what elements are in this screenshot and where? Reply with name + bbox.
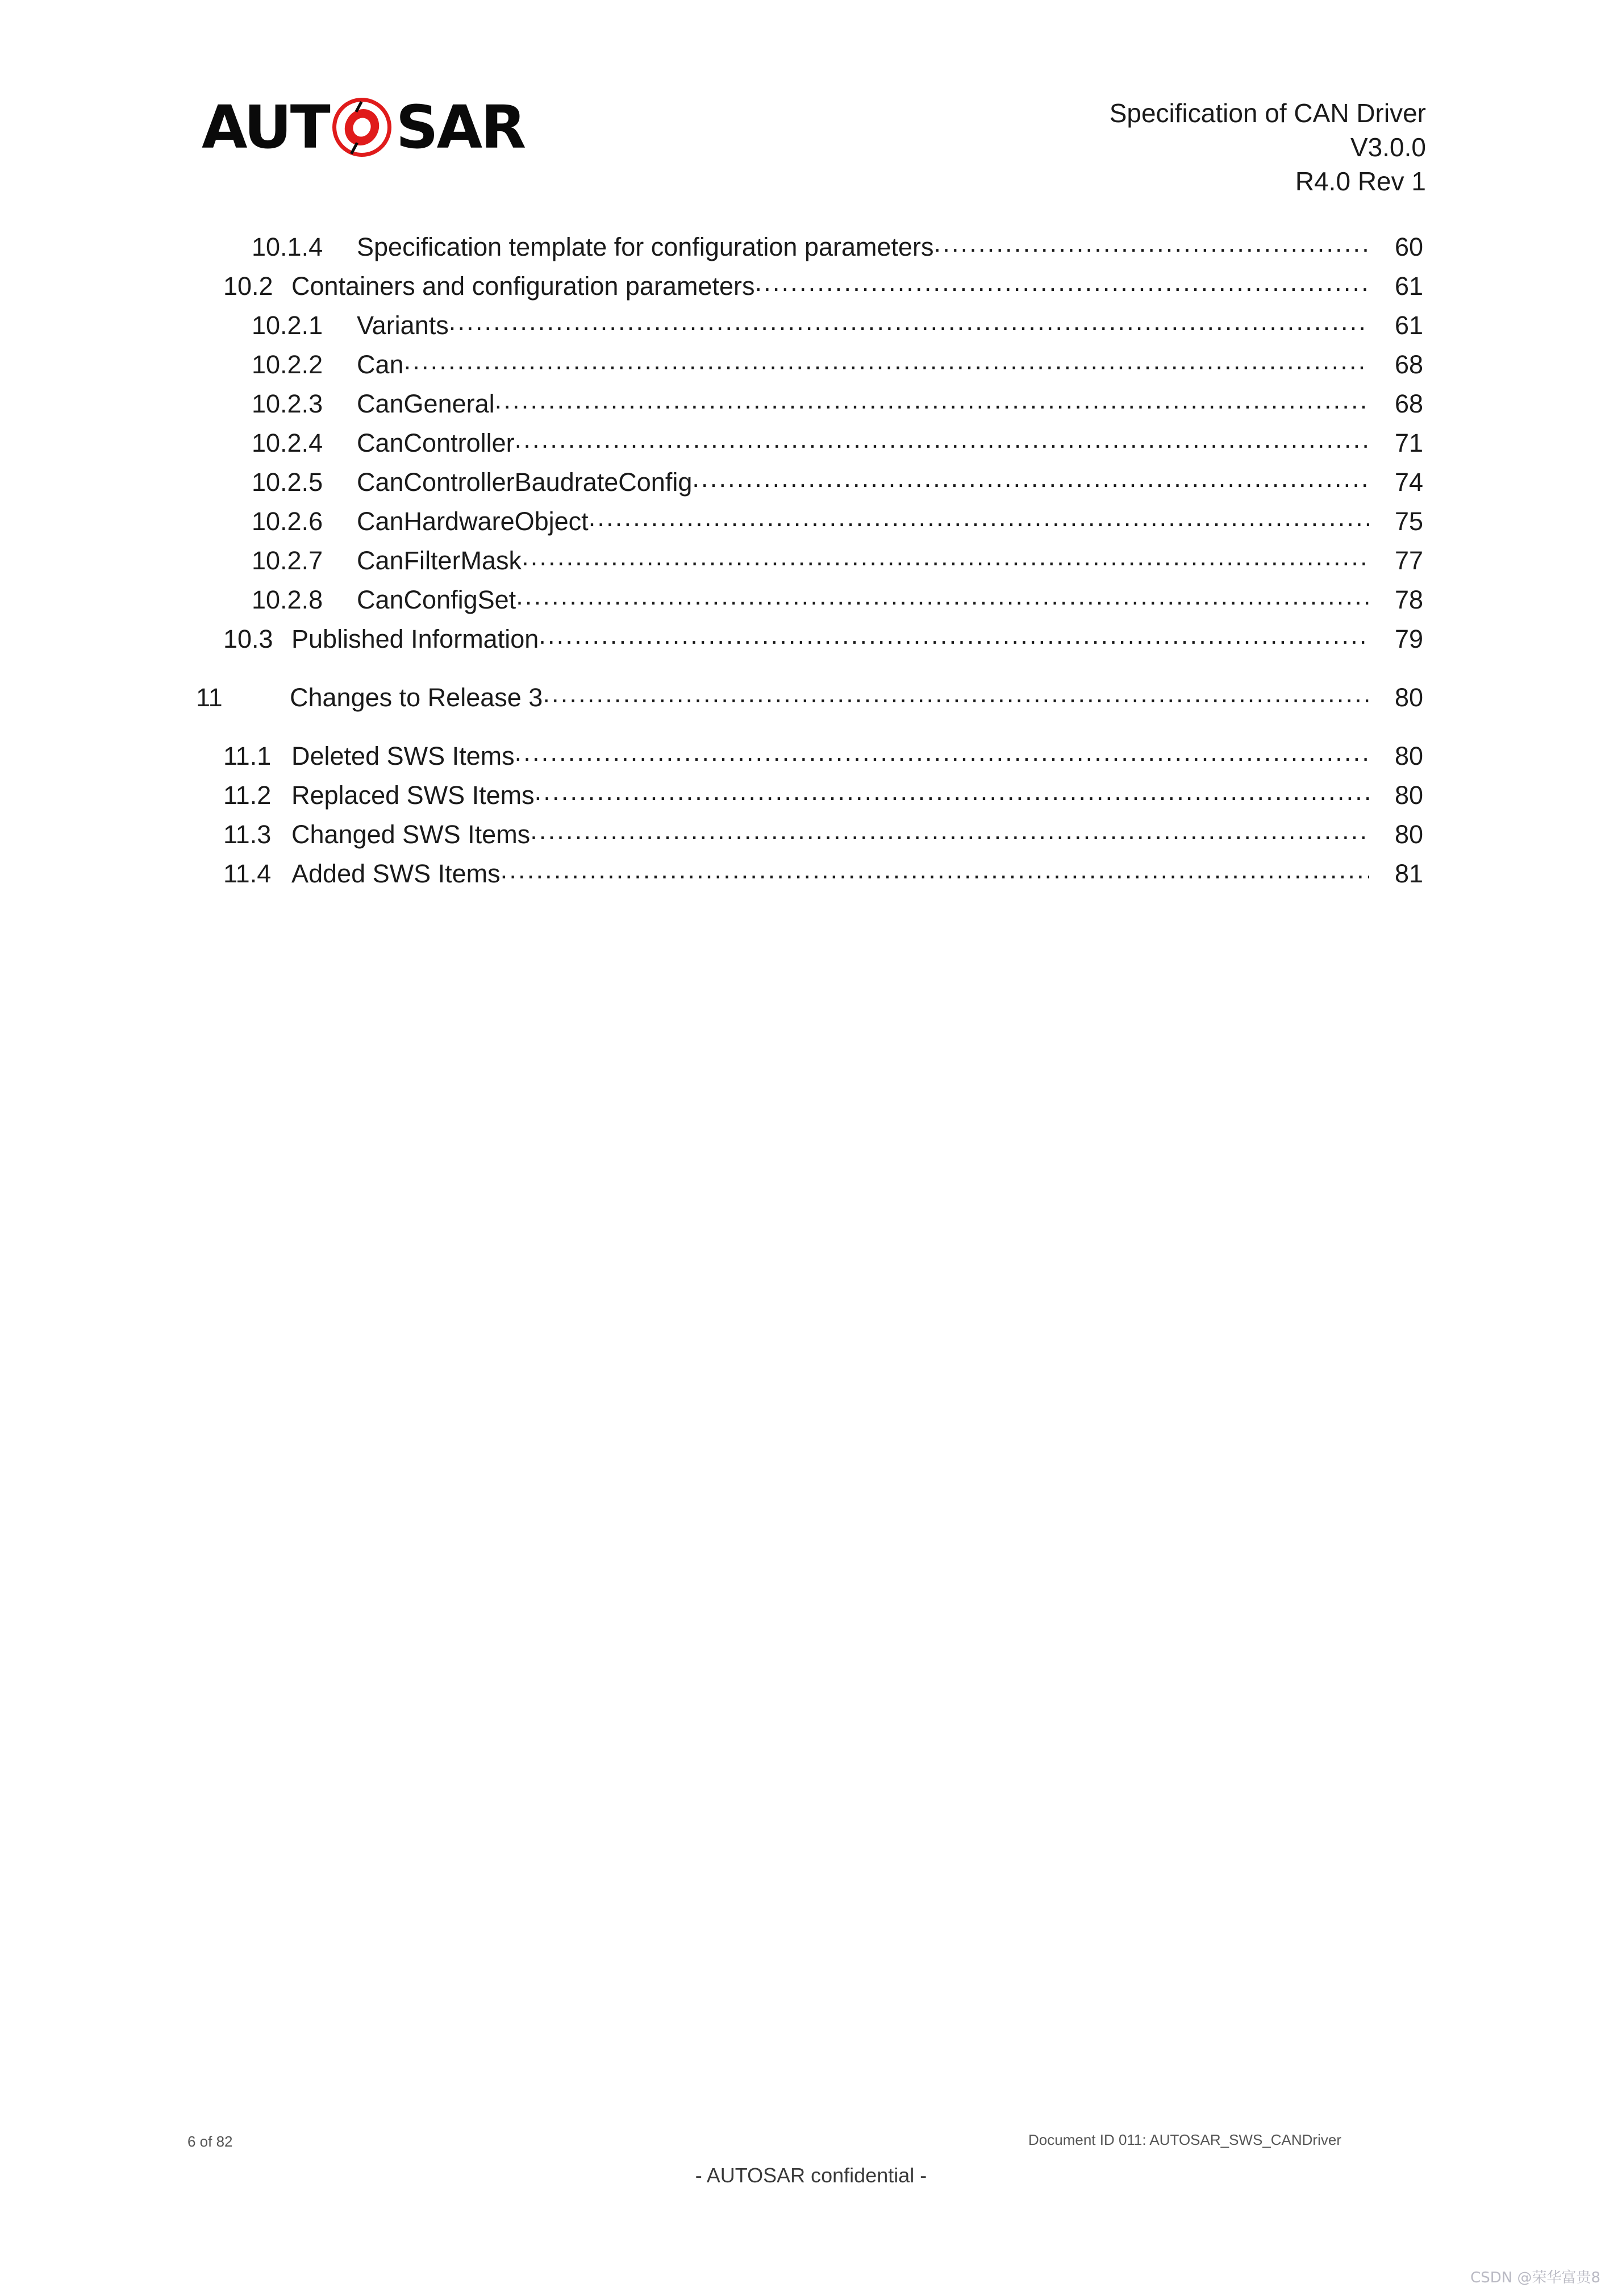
toc-entry-number: 10.2.4	[252, 428, 323, 457]
toc-entry-label: Containers and configuration parameters	[291, 272, 755, 301]
toc-dot-leader	[692, 465, 1369, 491]
toc-dot-leader	[934, 230, 1369, 256]
toc-dot-leader	[543, 681, 1369, 706]
toc-entry-number: 10.2.5	[252, 468, 323, 497]
toc-entry-number: 10.2	[223, 272, 273, 301]
toc-dot-leader	[589, 505, 1369, 530]
toc-entry-label: CanController	[357, 428, 515, 457]
toc-dot-leader	[522, 544, 1369, 569]
toc-dot-leader	[530, 818, 1369, 843]
toc-dot-leader	[535, 778, 1369, 804]
toc-entry-number: 10.2.1	[252, 311, 323, 340]
toc-entry[interactable]	[0, 426, 1622, 465]
toc-entry-label: Changes to Release 3	[290, 683, 543, 712]
toc-dot-leader	[501, 857, 1369, 882]
toc-dot-leader	[539, 622, 1369, 648]
toc-entry-page-number: 80	[1394, 781, 1423, 810]
toc-entry-label: CanConfigSet	[357, 585, 516, 614]
toc-dot-leader	[404, 348, 1369, 373]
toc-entry-page-number: 79	[1394, 624, 1423, 653]
document-release: R4.0 Rev 1	[1295, 166, 1426, 196]
autosar-logo	[202, 93, 525, 162]
toc-entry-page-number: 74	[1394, 468, 1423, 497]
toc-entry[interactable]	[0, 622, 1622, 661]
document-title-block	[1110, 97, 1426, 198]
toc-entry[interactable]	[0, 544, 1622, 583]
toc-entry-page-number: 68	[1394, 389, 1423, 418]
toc-entry[interactable]	[0, 681, 1622, 720]
toc-entry-number: 10.2.8	[252, 585, 323, 614]
document-version: V3.0.0	[1350, 132, 1426, 162]
logo-text-after: SAR	[395, 93, 525, 162]
toc-entry[interactable]	[0, 778, 1622, 818]
toc-dot-leader	[515, 426, 1369, 452]
toc-entry-label: Added SWS Items	[291, 859, 501, 888]
toc-entry-page-number: 71	[1394, 428, 1423, 457]
toc-entry[interactable]	[0, 269, 1622, 309]
toc-entry-number: 11.1	[223, 741, 272, 770]
toc-dot-leader	[449, 309, 1369, 334]
csdn-watermark: CSDN @荣华富贵8	[1470, 2269, 1600, 2286]
toc-entry-number: 11.4	[223, 859, 272, 888]
footer-document-id: Document ID 011: AUTOSAR_SWS_CANDriver	[1028, 2131, 1341, 2148]
page-footer	[0, 2131, 1622, 2296]
page-header	[0, 0, 1622, 222]
toc-entry-number: 11.2	[223, 781, 272, 810]
toc-entry-label: CanHardwareObject	[357, 507, 589, 536]
toc-entry-label: Deleted SWS Items	[291, 741, 515, 770]
logo-circled-o-icon	[329, 95, 396, 159]
toc-entry-label: Specification template for configuration parameters	[357, 232, 934, 261]
toc-entry-number: 11	[196, 683, 223, 712]
table-of-contents	[0, 230, 1622, 896]
toc-entry-page-number: 61	[1394, 272, 1423, 301]
toc-entry-page-number: 75	[1394, 507, 1423, 536]
logo-text-before: AUT	[202, 93, 329, 162]
toc-entry-page-number: 61	[1394, 311, 1423, 340]
toc-entry-number: 10.1.4	[252, 232, 323, 261]
toc-entry-page-number: 80	[1394, 683, 1423, 712]
document-title: Specification of CAN Driver	[1109, 98, 1426, 128]
toc-entry-number: 10.2.7	[252, 546, 323, 575]
toc-entry[interactable]	[0, 387, 1622, 426]
toc-entry[interactable]	[0, 505, 1622, 544]
toc-entry-number: 10.3	[223, 624, 273, 653]
toc-entry-number: 11.3	[223, 820, 272, 849]
toc-entry-label: Changed SWS Items	[291, 820, 531, 849]
toc-entry-page-number: 78	[1394, 585, 1423, 614]
toc-entry-number: 10.2.3	[252, 389, 323, 418]
toc-entry-label: CanFilterMask	[357, 546, 522, 575]
toc-entry[interactable]	[0, 739, 1622, 778]
toc-entry-page-number: 68	[1394, 350, 1423, 379]
toc-entry[interactable]	[0, 309, 1622, 348]
footer-confidential-notice: - AUTOSAR confidential -	[695, 2164, 927, 2187]
toc-entry-number: 10.2.2	[252, 350, 323, 379]
toc-entry-page-number: 77	[1394, 546, 1423, 575]
toc-entry-label: Replaced SWS Items	[291, 781, 535, 810]
toc-dot-leader	[515, 739, 1369, 765]
footer-page-indicator: 6 of 82	[187, 2133, 233, 2150]
toc-entry-page-number: 60	[1394, 232, 1423, 261]
toc-entry-page-number: 81	[1394, 859, 1423, 888]
toc-entry[interactable]	[0, 230, 1622, 269]
toc-entry-label: Can	[357, 350, 404, 379]
toc-entry[interactable]	[0, 583, 1622, 622]
toc-dot-leader	[495, 387, 1369, 412]
toc-dot-leader	[516, 583, 1369, 609]
toc-entry-number: 10.2.6	[252, 507, 323, 536]
toc-entry-label: CanControllerBaudrateConfig	[357, 468, 693, 497]
toc-entry-page-number: 80	[1394, 820, 1423, 849]
toc-entry-label: CanGeneral	[357, 389, 495, 418]
toc-entry-page-number: 80	[1394, 741, 1423, 770]
toc-entry[interactable]	[0, 857, 1622, 896]
toc-entry-label: Published Information	[291, 624, 539, 653]
toc-entry[interactable]	[0, 348, 1622, 387]
toc-dot-leader	[754, 269, 1369, 295]
toc-entry[interactable]	[0, 465, 1622, 505]
toc-entry[interactable]	[0, 818, 1622, 857]
toc-entry-label: Variants	[357, 311, 449, 340]
